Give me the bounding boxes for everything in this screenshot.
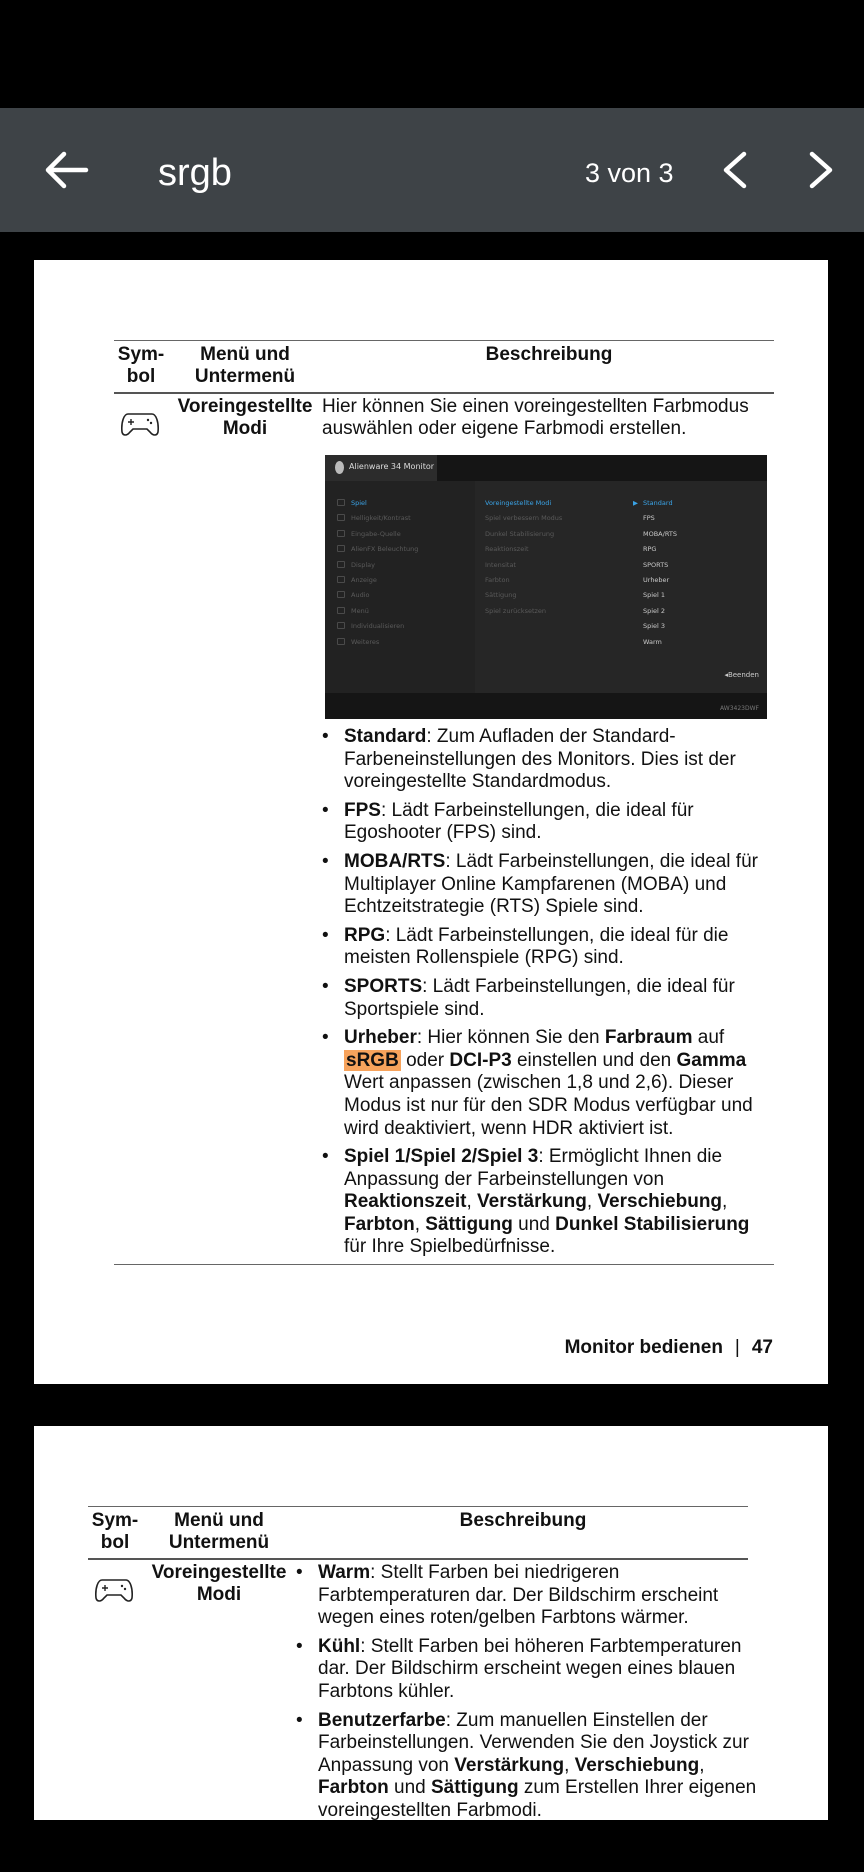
text-run: oder <box>400 1049 450 1071</box>
footer-section-title: Monitor bedienen <box>564 1337 723 1358</box>
table-top-rule <box>114 340 774 341</box>
osd-submenu-item: Spiel zurücksetzen <box>485 606 547 615</box>
text-run: Farbraum <box>604 1027 693 1049</box>
text-run: , <box>586 1191 598 1213</box>
osd-value-item: MOBA/RTS <box>643 529 677 538</box>
text-run: Reaktionszeit <box>344 1191 467 1213</box>
table-header-rule <box>114 392 774 394</box>
osd-submenu-item: Spiel verbessern Modus <box>485 514 563 523</box>
text-run: Wert anpassen (zwischen 1,8 und 2,6). Dieser Modus ist nur für den SDR Modus verfügbar und wird deaktiviert, wenn HDR aktiviert ist. <box>344 1072 753 1139</box>
header-symbol: Sym- bol <box>91 1510 139 1553</box>
osd-menu-item: AlienFX Beleuchtung <box>351 545 419 554</box>
osd-menu-item: Individualisieren <box>351 622 405 631</box>
osd-main-menu <box>325 481 475 693</box>
gamepad-icon <box>120 410 160 438</box>
osd-title-tab <box>325 455 437 481</box>
osd-submenu-item: Intensitat <box>485 560 516 569</box>
table-header-rule <box>88 1558 748 1560</box>
osd-value-item: Standard <box>643 499 673 507</box>
gamepad-icon <box>94 1576 134 1604</box>
text-run: für Ihre Spielbedürfnisse. <box>344 1236 556 1258</box>
osd-value-item: Spiel 2 <box>643 606 666 615</box>
header-menu: Menü und Untermenü <box>194 344 296 387</box>
list-item <box>322 925 772 970</box>
text-run: RPG <box>344 924 386 946</box>
text-run: Farbton <box>344 1213 415 1235</box>
text-run: : Lädt Farbeinstellungen, die ideal für Egoshooter (FPS) sind. <box>344 799 694 844</box>
viewer-toolbar <box>0 108 864 232</box>
header-menu: Menü und Untermenü <box>168 1510 270 1553</box>
text-run: auf <box>692 1027 725 1049</box>
osd-menu-item: Spiel <box>351 499 367 507</box>
osd-model-code: AW3423DWF <box>720 705 759 712</box>
osd-menu-item: Display <box>351 560 375 569</box>
text-run: Standard <box>344 726 427 747</box>
osd-menu-item: Weiteres <box>351 637 380 646</box>
text-run: Sättigung <box>430 1777 519 1799</box>
osd-submenu-item: Voreingestellte Modi <box>485 499 552 507</box>
list-item <box>322 800 772 845</box>
osd-menu-icon <box>337 576 345 583</box>
osd-menu-icon <box>337 499 345 506</box>
list-item <box>296 1710 776 1820</box>
text-run: DCI-P3 <box>449 1049 512 1071</box>
document-title: srgb <box>158 152 232 194</box>
text-run: Sättigung <box>425 1213 513 1235</box>
osd-menu-icon <box>337 561 345 568</box>
osd-menu-icon <box>337 545 345 552</box>
osd-menu-screenshot <box>325 455 767 719</box>
text-run: Spiel 1/Spiel 2/Spiel 3 <box>344 1146 539 1168</box>
text-run: Dunkel Stabilisierung <box>555 1213 750 1235</box>
text-run: Verstärkung <box>477 1191 587 1213</box>
osd-value-item: Warm <box>643 637 662 646</box>
osd-selection-arrow-icon: ▶ <box>633 499 638 507</box>
status-bar <box>0 0 864 108</box>
footer-separator: | <box>734 1337 740 1358</box>
osd-menu-icon <box>337 591 345 598</box>
text-run: , <box>722 1191 728 1213</box>
text-run: : Ermöglicht Ihnen die Anpassung der Farbeinstellungen von <box>344 1146 723 1190</box>
osd-menu-item: Helligkeit/Kontrast <box>351 514 411 523</box>
osd-value-item: Spiel 1 <box>643 591 666 600</box>
osd-menu-item: Menü <box>351 606 369 615</box>
osd-value-item: Spiel 3 <box>643 622 666 631</box>
list-item <box>322 1146 772 1259</box>
list-item <box>322 1027 772 1140</box>
text-run: und <box>388 1777 431 1799</box>
list-item <box>296 1636 776 1704</box>
list-item <box>322 726 772 794</box>
osd-submenu-item: Dunkel Stabilisierung <box>485 529 555 538</box>
text-run: : Lädt Farbeinstellungen, die ideal für Sportspiele sind. <box>344 975 735 1020</box>
header-description: Beschreibung <box>485 344 613 365</box>
osd-values <box>625 481 767 693</box>
text-run: : Stellt Farben bei niedrigeren Farbtemperaturen dar. Der Bildschirm erscheint wegen eines roten/gelben Farbtons wärmer. <box>318 1562 719 1629</box>
preset-modes-list-continued <box>296 1562 776 1820</box>
search-result-counter: 3 von 3 <box>585 158 674 188</box>
osd-value-item: FPS <box>643 514 655 523</box>
text-run: Kühl <box>318 1635 361 1657</box>
osd-menu-item: Audio <box>351 591 370 600</box>
osd-value-item: Urheber <box>643 576 670 584</box>
page-footer <box>565 1337 773 1359</box>
text-run: Verschiebung <box>574 1754 700 1776</box>
preset-modes-list <box>322 726 772 1265</box>
osd-menu-icon <box>337 638 345 645</box>
table-bottom-rule <box>114 1264 774 1265</box>
search-highlight: sRGB <box>346 1049 399 1071</box>
text-run: : Zum manuellen Einstellen der Farbeinstellungen. Verwenden Sie den Joystick zur Anpassung von <box>318 1709 749 1776</box>
table-top-rule <box>88 1506 748 1507</box>
osd-menu-item: Eingabe-Quelle <box>351 529 401 538</box>
osd-submenu-item: Farbton <box>485 576 510 584</box>
text-run: : Lädt Farbeinstellungen, die ideal für die meisten Rollenspiele (RPG) sind. <box>344 924 729 969</box>
osd-menu-icon <box>337 622 345 629</box>
text-run: SPORTS <box>344 975 423 997</box>
osd-menu-icon <box>337 530 345 537</box>
text-run: , <box>466 1191 478 1213</box>
text-run: , <box>564 1754 575 1776</box>
preset-modes-intro: Hier können Sie einen voreingestellten Farbmodus auswählen oder eigene Farbmodi erstellen. <box>322 396 749 439</box>
chevron-right-icon[interactable] <box>796 146 844 194</box>
text-run: Urheber <box>344 1027 417 1049</box>
alien-logo-icon <box>335 461 344 474</box>
text-run: , <box>699 1754 705 1776</box>
text-run: Gamma <box>676 1049 747 1071</box>
osd-footer-bar <box>325 693 767 719</box>
text-run: : Lädt Farbeinstellungen, die ideal für Multiplayer Online Kampfarenen (MOBA) und Echtzeitstrategie (RTS) Spiele sind. <box>344 850 758 918</box>
document-page-47[interactable] <box>34 260 828 1384</box>
chevron-left-icon[interactable] <box>712 146 760 194</box>
text-run: , <box>414 1213 426 1235</box>
text-run: Farbton <box>318 1777 389 1799</box>
text-run: Verschiebung <box>597 1191 723 1213</box>
text-run: : Hier können Sie den <box>416 1027 605 1049</box>
list-item <box>296 1562 776 1630</box>
osd-menu-item: Anzeige <box>351 576 377 584</box>
osd-submenu-item: Sättigung <box>485 591 517 600</box>
osd-submenu <box>475 481 625 693</box>
menu-name-preset-modes: Voreingestellte Modi <box>177 396 313 439</box>
text-run: Benutzerfarbe <box>318 1709 446 1731</box>
list-item <box>322 976 772 1021</box>
header-symbol: Sym- bol <box>117 344 165 387</box>
text-run: Verstärkung <box>454 1754 565 1776</box>
text-run: einstellen und den <box>511 1049 677 1071</box>
footer-page-number: 47 <box>751 1337 773 1358</box>
list-item <box>322 851 772 919</box>
text-run: zum Erstellen Ihrer eigenen voreingestellten Farbmodi. <box>318 1777 757 1820</box>
menu-name-preset-modes: Voreingestellte Modi <box>151 1562 287 1605</box>
header-description: Beschreibung <box>459 1510 587 1531</box>
osd-brand: Alienware 34 Monitor <box>349 462 435 471</box>
text-run: Warm <box>318 1562 371 1583</box>
text-run: : Zum Aufladen der Standard-Farbeneinstellungen des Monitors. Dies ist der voreingestellte Standardmodus. <box>344 726 736 793</box>
osd-submenu-item: Reaktionszeit <box>485 545 529 554</box>
osd-menu-icon <box>337 514 345 521</box>
text-run: MOBA/RTS <box>344 850 446 872</box>
osd-exit-label: ◂Beenden <box>724 671 759 679</box>
osd-value-item: RPG <box>643 545 657 554</box>
text-run: : Stellt Farben bei höheren Farbtemperaturen dar. Der Bildschirm erscheint wegen eines blauen Farbtons kühler. <box>318 1635 742 1702</box>
osd-value-item: SPORTS <box>643 560 669 569</box>
osd-menu-icon <box>337 607 345 614</box>
arrow-left-icon[interactable] <box>38 142 94 198</box>
document-page-48[interactable] <box>34 1426 828 1820</box>
text-run: FPS <box>344 799 381 821</box>
text-run: und <box>512 1213 556 1235</box>
